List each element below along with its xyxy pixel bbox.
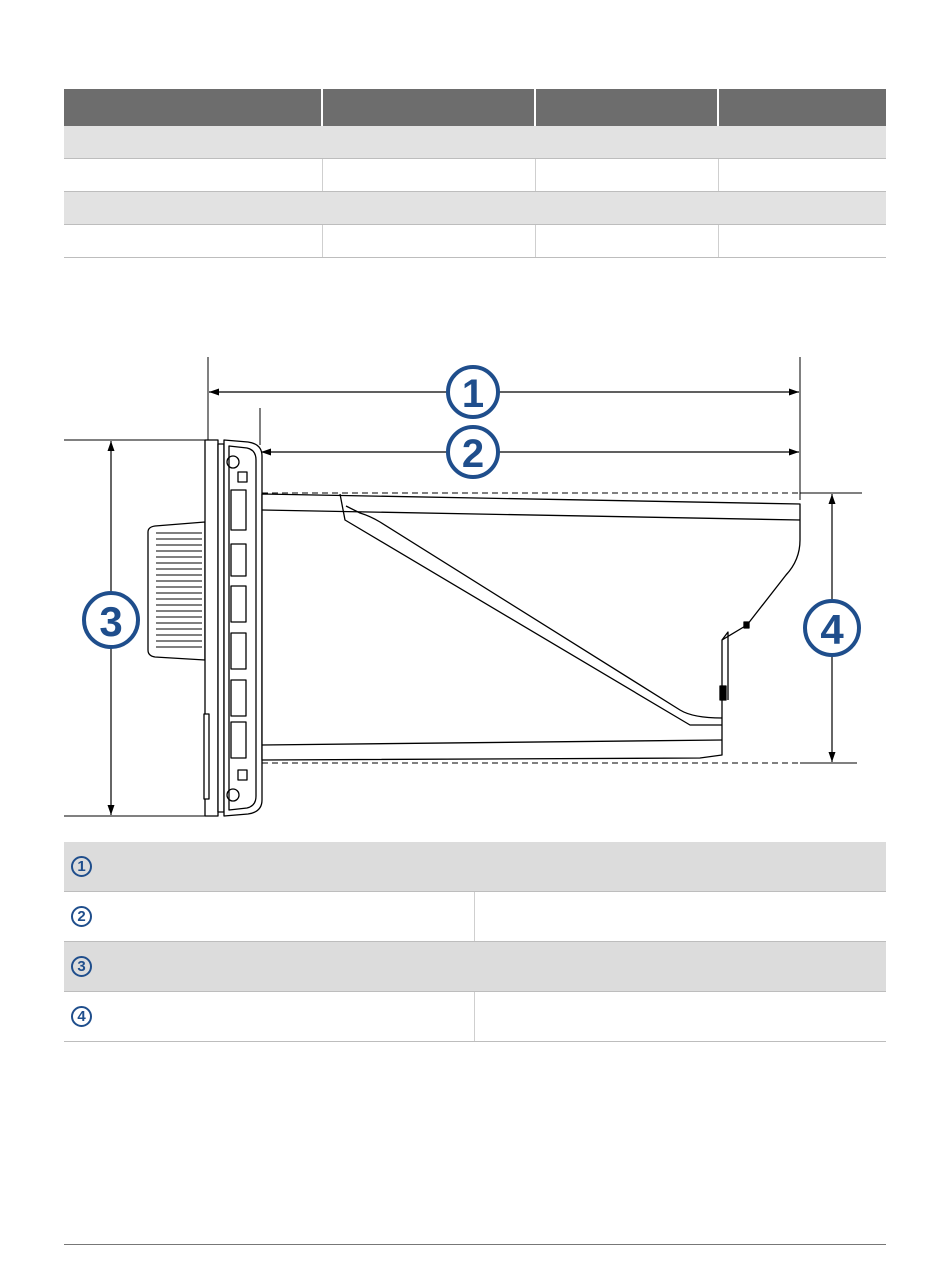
- spec-group-label: [64, 126, 886, 159]
- key-row-2: [64, 892, 886, 942]
- callout-label: 3: [99, 598, 123, 645]
- key-row-3: [64, 942, 886, 992]
- spec-table-header: [64, 89, 886, 126]
- spec-table-row: [64, 159, 886, 192]
- spec-cell: [64, 159, 322, 192]
- spec-cell: [718, 225, 886, 258]
- spec-cell: [535, 159, 718, 192]
- key-cell: [64, 992, 475, 1042]
- spec-group-label: [64, 192, 886, 225]
- key-cell: [64, 842, 886, 892]
- dimension-drawing: [0, 340, 950, 830]
- device-side-view: [148, 440, 800, 816]
- spec-cell: [322, 159, 535, 192]
- callout-number-icon: 4: [71, 1006, 92, 1027]
- spec-cell: [322, 225, 535, 258]
- callout-label: 4: [820, 606, 844, 653]
- spec-header-cell: [322, 89, 535, 126]
- callout-number-icon: 1: [71, 856, 92, 877]
- key-row-1: [64, 842, 886, 892]
- key-text: [475, 892, 886, 942]
- callout-3: [84, 593, 138, 647]
- spec-header-cell: [535, 89, 718, 126]
- spec-header-cell: [718, 89, 886, 126]
- spec-cell: [535, 225, 718, 258]
- spec-table-row: [64, 225, 886, 258]
- callout-4: [805, 601, 859, 655]
- callout-1: [448, 367, 498, 417]
- callout-label: 2: [461, 432, 485, 476]
- key-cell: [64, 892, 475, 942]
- callout-label: 1: [461, 372, 485, 416]
- spec-group-row: [64, 192, 886, 225]
- spec-cell: [718, 159, 886, 192]
- callout-key-table: [64, 842, 886, 1042]
- key-row-4: [64, 992, 886, 1042]
- footer-rule: [64, 1244, 886, 1245]
- callout-number-icon: 3: [71, 956, 92, 977]
- spec-cell: [64, 225, 322, 258]
- spec-header-cell: [64, 89, 322, 126]
- callout-2: [448, 427, 498, 477]
- callout-number-icon: 2: [71, 906, 92, 927]
- spec-table: [64, 89, 886, 258]
- spec-group-row: [64, 126, 886, 159]
- key-cell: [64, 942, 886, 992]
- key-text: [475, 992, 886, 1042]
